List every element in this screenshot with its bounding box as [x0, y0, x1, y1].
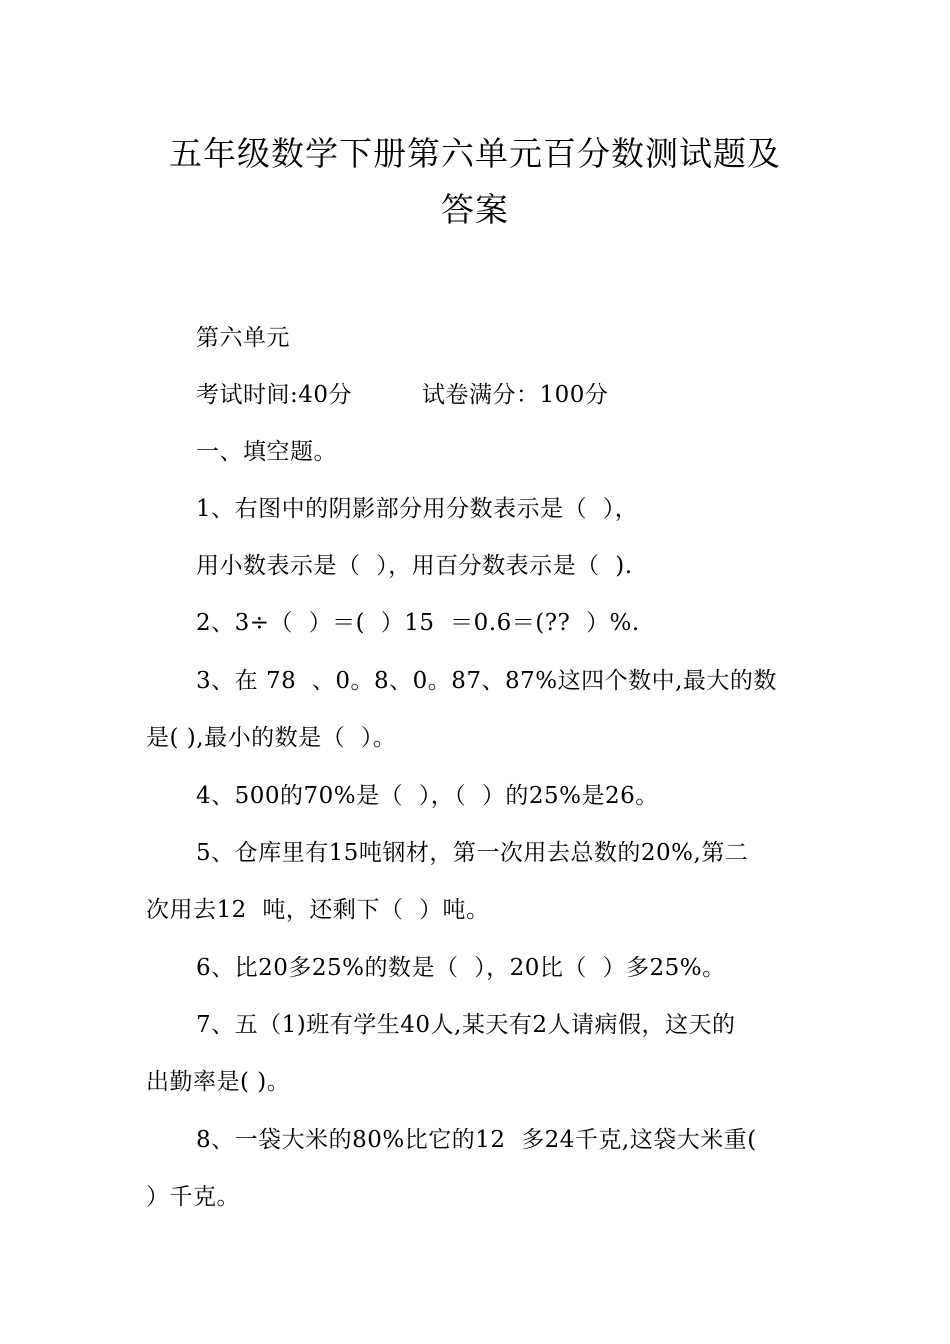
document-title-line-1: 五年级数学下册第六单元百分数测试题及	[169, 134, 781, 173]
question-3-line-2: 是( ),最小的数是（ ）。	[146, 725, 397, 751]
question-5-line-2: 次用去12 吨，还剩下（ ）吨。	[146, 897, 490, 923]
question-1-line-2: 用小数表示是（ ），用百分数表示是（ ).	[196, 553, 633, 579]
question-7-line-1: 7、五（1)班有学生40人,某天有2人请病假，这天的	[196, 1012, 736, 1038]
unit-label: 第六单元	[196, 325, 290, 351]
question-4: 4、500的70%是（ ），（ ）的25%是26。	[196, 783, 659, 809]
exam-info	[196, 380, 608, 410]
document-title-line-2: 答案	[441, 190, 509, 229]
question-7-line-2: 出勤率是( )。	[146, 1069, 291, 1095]
question-8-line-1: 8、一袋大米的80%比它的12 多24千克,这袋大米重(	[196, 1127, 757, 1153]
question-3-line-1: 3、在 78 、0。8、0。87、87%这四个数中,最大的数	[196, 668, 777, 694]
question-8-line-2: ）千克。	[146, 1184, 240, 1210]
question-5-line-1: 5、仓库里有15吨钢材，第一次用去总数的20%,第二	[196, 840, 749, 866]
question-1-line-1: 1、右图中的阴影部分用分数表示是（ ），	[196, 496, 639, 522]
exam-time: 考试时间:40分	[196, 382, 353, 408]
question-6: 6、比20多25%的数是（ ），20比（ ）多25%。	[196, 955, 726, 981]
section-heading: 一、填空题。	[196, 439, 337, 465]
full-score: 试卷满分：100分	[422, 382, 609, 408]
question-2: 2、3÷（ ）＝( ）15 ＝0.6＝(?? ）%.	[196, 610, 640, 636]
